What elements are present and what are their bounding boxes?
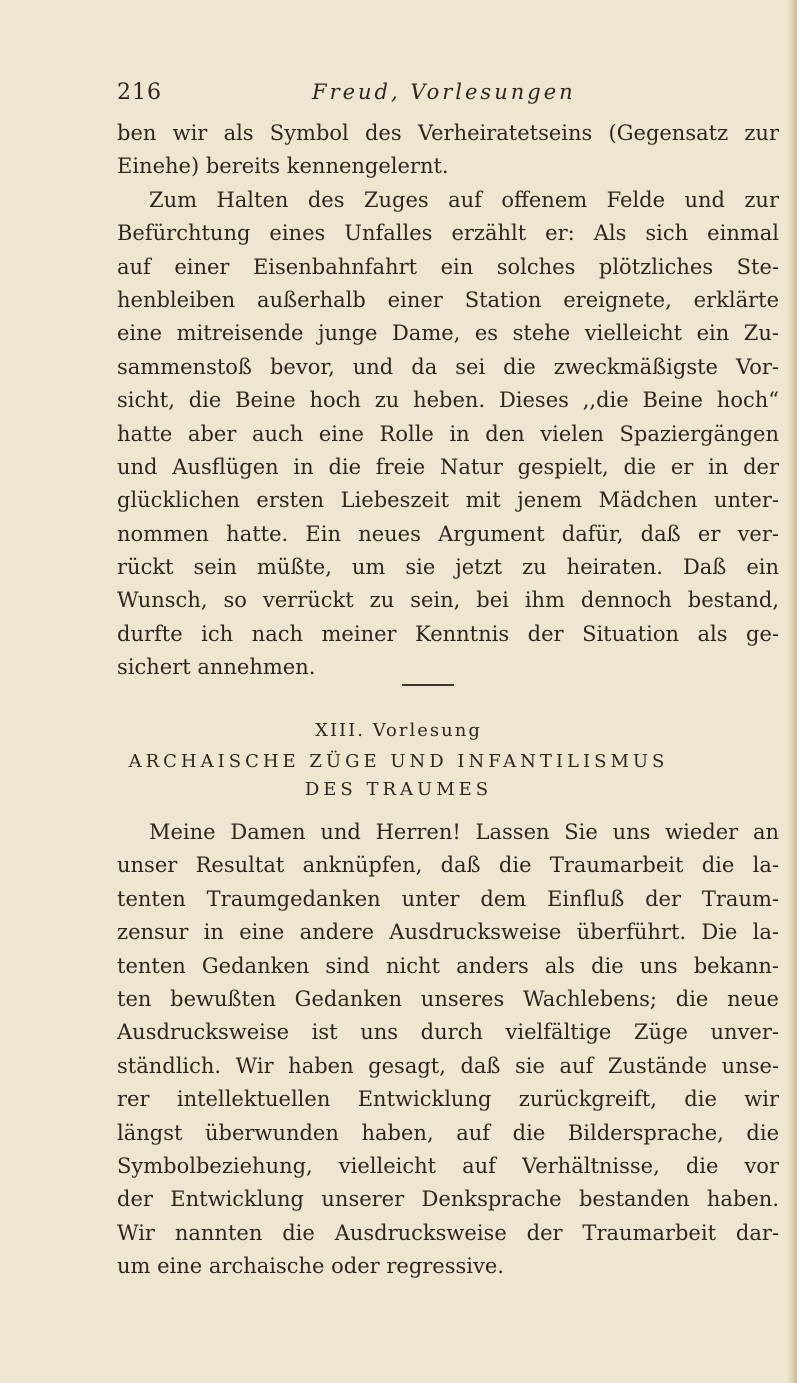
- text-line: Befürchtung eines Unfalles erzählt er: Als sich einmal: [117, 221, 779, 246]
- section-divider: [402, 684, 454, 686]
- text-line: hatte aber auch eine Rolle in den vielen Spaziergängen: [117, 421, 779, 446]
- text-line: rer intellektuellen Entwicklung zurückgreift, die wir: [117, 1087, 779, 1112]
- text-line: Wunsch, so verrückt zu sein, bei ihm dennoch bestand,: [117, 588, 779, 613]
- text-line: glücklichen ersten Liebeszeit mit jenem Mädchen unter-: [117, 488, 779, 513]
- page-edge-shadow: [787, 0, 797, 1383]
- paragraph-previous-lecture: [117, 117, 779, 685]
- text-line: tenten Gedanken sind nicht anders als die uns bekann-: [117, 953, 779, 978]
- paragraph-lecture-opening: [117, 816, 779, 1283]
- text-line: ben wir als Symbol des Verheiratetseins (Gegensatz zur: [117, 121, 779, 145]
- text-line: auf einer Eisenbahnfahrt ein solches plötzliches Ste-: [117, 254, 779, 279]
- text-line: und Ausflügen in die freie Natur gespielt, die er in der: [117, 454, 779, 479]
- running-title: Freud, Vorlesungen: [312, 80, 576, 104]
- text-line: tenten Traumgedanken unter dem Einfluß der Traum-: [117, 886, 779, 911]
- text-line: Symbolbeziehung, vielleicht auf Verhältnisse, die vor: [117, 1153, 779, 1178]
- text-line: rückt sein müßte, um sie jetzt zu heiraten. Daß ein: [117, 555, 779, 580]
- text-line: sichert annehmen.: [117, 655, 316, 680]
- text-line: zensur in eine andere Ausdrucksweise überführt. Die la-: [117, 920, 779, 945]
- text-line: Meine Damen und Herren! Lassen Sie uns wieder an: [149, 820, 779, 844]
- chapter-title-line-1: ARCHAISCHE ZÜGE UND INFANTILISMUS: [128, 751, 669, 772]
- text-line: unser Resultat anknüpfen, daß die Traumarbeit die la-: [117, 853, 779, 878]
- text-line: Einehe) bereits kennengelernt.: [117, 154, 449, 179]
- text-line: nommen hatte. Ein neues Argument dafür, daß er ver-: [117, 521, 779, 546]
- running-head: [117, 80, 587, 116]
- text-line: um eine archaische oder regressive.: [117, 1254, 504, 1279]
- text-line: Wir nannten die Ausdrucksweise der Traumarbeit dar-: [117, 1220, 779, 1245]
- text-line: durfte ich nach meiner Kenntnis der Situation als ge-: [117, 621, 779, 646]
- text-line: ständlich. Wir haben gesagt, daß sie auf Zustände unse-: [117, 1053, 779, 1078]
- text-line: Zum Halten des Zuges auf offenem Felde und zur: [149, 187, 779, 212]
- text-line: Ausdrucksweise ist uns durch vielfältige Züge unver-: [117, 1020, 779, 1045]
- text-line: sicht, die Beine hoch zu heben. Dieses ,,die Beine hoch“: [117, 388, 779, 413]
- text-line: ten bewußten Gedanken unseres Wachlebens; die neue: [117, 986, 779, 1011]
- page-number: 216: [117, 80, 162, 105]
- chapter-title-line-2: DES TRAUMES: [304, 779, 493, 800]
- text-line: henbleiben außerhalb einer Station ereignete, erklärte: [117, 287, 779, 312]
- text-line: sammenstoß bevor, und da sei die zweckmäßigste Vor-: [117, 354, 779, 379]
- text-line: der Entwicklung unserer Denksprache bestanden haben.: [117, 1187, 779, 1212]
- lecture-label: XIII. Vorlesung: [315, 720, 482, 741]
- text-line: längst überwunden haben, auf die Bildersprache, die: [117, 1120, 779, 1145]
- text-line: eine mitreisende junge Dame, es stehe vielleicht ein Zu-: [117, 321, 779, 346]
